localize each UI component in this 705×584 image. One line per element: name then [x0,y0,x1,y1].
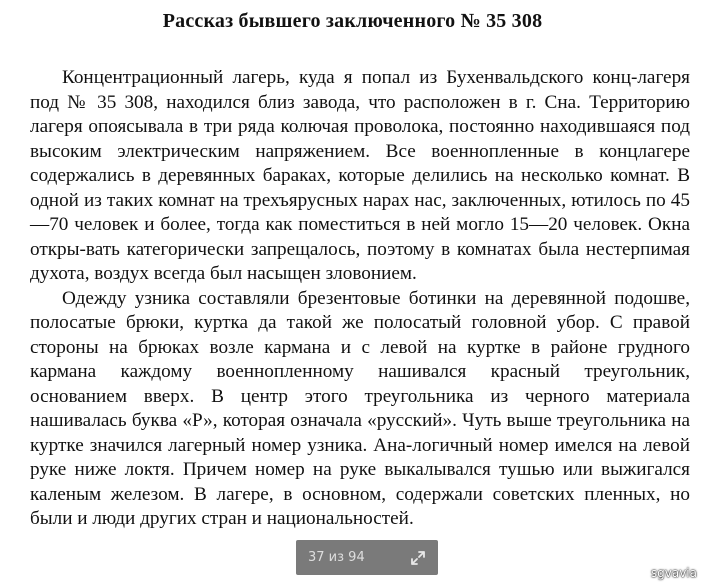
page-counter: 37 из 94 [308,550,365,565]
paragraph-1: Концентрационный лагерь, куда я попал из Бухенвальдского конц-лагеря под № 35 308, находился близ завода, что расположен в г. Сна. Территорию лагеря опоясывала в три ряда колючая проволока, постоянно находившаяся под высоким электрическим напряжением. Все военнопленные в концлагере содержались в деревянных бараках, которые делились на несколько комнат. В одной из таких комнат на трехъярусных нарах нас, заключенных, ютилось по 45—70 человек и более, тогда как поместиться в ней могло 15—20 человек. Окна откры-вать категорически запрещалось, поэтому в комнатах была нестерпимая духота, воздух всегда был насыщен зловонием. [30,67,690,284]
expand-icon[interactable] [410,550,426,566]
watermark: sgvavia [650,566,697,580]
document-body [30,66,690,532]
page-title: Рассказ бывшего заключенного № 35 308 [162,10,543,32]
image-viewer-overlay[interactable] [296,540,438,575]
paragraph-2: Одежду узника составляли брезентовые ботинки на деревянной подошве, полосатые брюки, куртка да такой же полосатый головной убор. С правой стороны на брюках возле кармана и с левой на куртке в районе грудного кармана каждому военнопленному нашивался красный треугольник, основанием вверх. В центр этого треугольника из черного материала нашивалась буква «Р», которая означала «русский». Чуть выше треугольника на куртке значился лагерный номер узника. Ана-логичный номер имелся на левой руке ниже локтя. Причем номер на руке выкалывался тушью или выжигался каленым железом. В лагере, в основном, содержали советских пленных, но были и люди других стран и национальностей. [30,287,690,529]
